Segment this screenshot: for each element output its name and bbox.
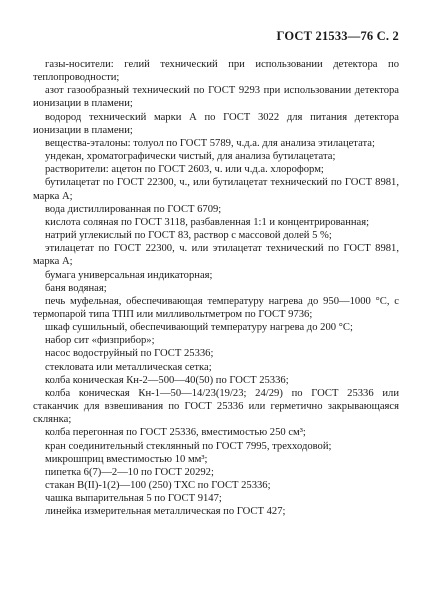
paragraph: бумага универсальная индикаторная;	[45, 269, 213, 281]
paragraph: бутилацетат по ГОСТ 22300, ч., или бутилацетат технический по ГОСТ 8981, марка А;	[33, 177, 399, 202]
paragraph: стакан В(II)-1(2)—100 (250) ТХС по ГОСТ 25336;	[45, 480, 271, 491]
paragraph: газы-носители: гелий технический при использовании детектора по теплопроводности;	[33, 59, 399, 84]
paragraph: чашка выпарительная 5 по ГОСТ 9147;	[45, 493, 222, 505]
paragraph: кран соединительный стеклянный по ГОСТ 7995, трехходовой;	[45, 440, 332, 452]
paragraph: вещества-эталоны: толуол по ГОСТ 5789, ч.д.а. для анализа этилацетата;	[45, 137, 375, 149]
paragraph: насос водоструйный по ГОСТ 25336;	[45, 348, 214, 360]
paragraph: стекловата или металлическая сетка;	[45, 361, 212, 373]
paragraph: этилацетат по ГОСТ 22300, ч. или этилацетат технический по ГОСТ 8981, марка А;	[33, 243, 399, 268]
paragraph: колба перегонная по ГОСТ 25336, вместимостью 250 см³;	[45, 427, 306, 439]
paragraph: азот газообразный технический по ГОСТ 9293 при использовании детектора ионизации в пламени;	[33, 85, 399, 110]
paragraph: линейка измерительная металлическая по ГОСТ 427;	[45, 506, 286, 518]
paragraph: печь муфельная, обеспечивающая температуру нагрева до 950—1000 °С, с термопарой типа ТПП или милливольтметром по ГОСТ 9736;	[33, 295, 399, 320]
paragraph: растворители: ацетон по ГОСТ 2603, ч. или ч.д.а. хлороформ;	[45, 164, 324, 176]
paragraph: пипетка 6(7)—2—10 по ГОСТ 20292;	[45, 466, 214, 478]
page-header: ГОСТ 21533—76 С. 2	[276, 29, 399, 43]
paragraph: вода дистиллированная по ГОСТ 6709;	[45, 203, 222, 215]
paragraph: набор сит «физприбор»;	[45, 335, 155, 347]
paragraph: микрошприц вместимостью 10 мм³;	[45, 453, 208, 465]
paragraph: ундекан, хроматографически чистый, для анализа бутилацетата;	[45, 151, 336, 163]
body-text	[33, 58, 399, 518]
paragraph: натрий углекислый по ГОСТ 83, раствор с массовой долей 5 %;	[45, 230, 332, 242]
paragraph: колба коническая Кн-1—50—14/23(19/23; 24/29) по ГОСТ 25336 или стаканчик для взвешивания по ГОСТ 25336 или герметично закрывающаяся склянка;	[33, 387, 399, 426]
paragraph: кислота соляная по ГОСТ 3118, разбавленная 1:1 и концентрированная;	[45, 216, 370, 228]
paragraph: водород технический марки А по ГОСТ 3022 для питания детектора ионизации в пламени;	[33, 111, 399, 136]
paragraph: баня водяная;	[45, 282, 107, 294]
paragraph: колба коническая Кн-2—500—40(50) по ГОСТ 25336;	[45, 374, 289, 386]
paragraph: шкаф сушильный, обеспечивающий температуру нагрева до 200 °С;	[45, 322, 353, 334]
